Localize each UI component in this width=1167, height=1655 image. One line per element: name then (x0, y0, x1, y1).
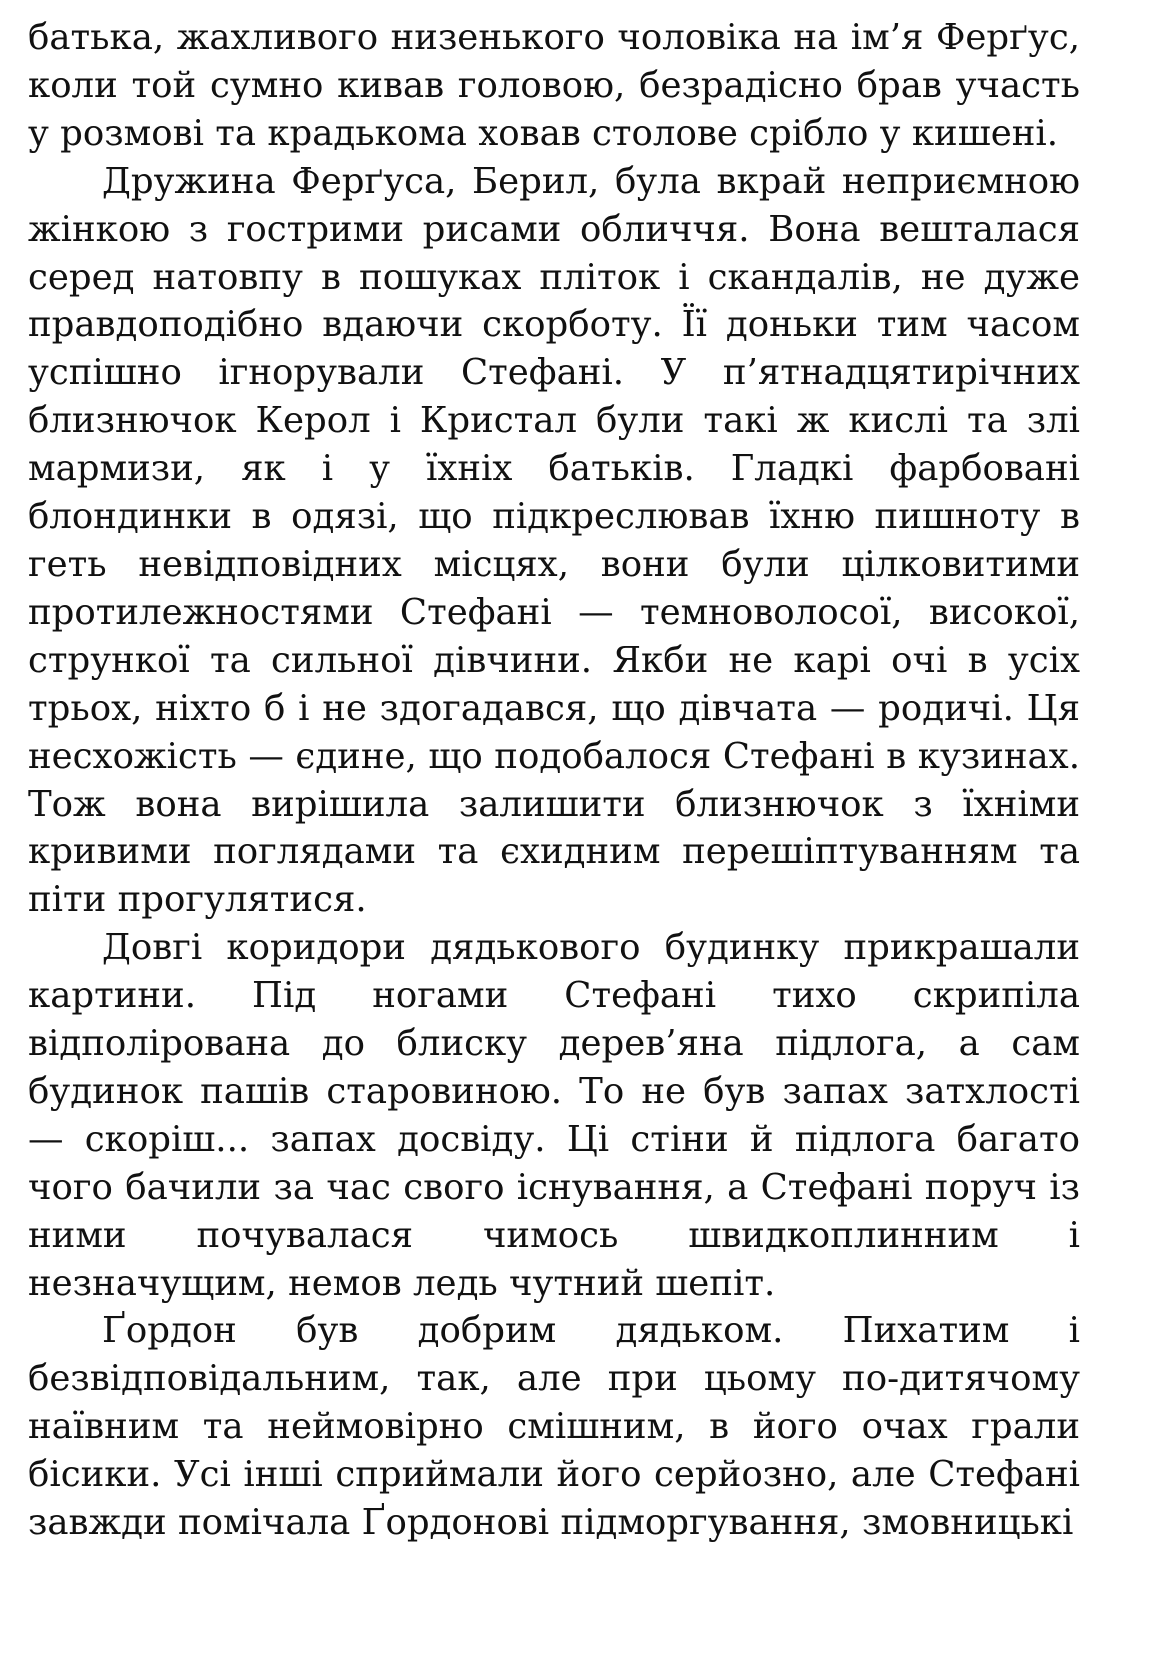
line: близнючок Керол і Кристал були такі ж кислі та злі (28, 400, 1080, 442)
line: і безвідповідальним, так, але при цьому по-дитячому (28, 1310, 1080, 1400)
line: немов ледь чутний шепіт. (288, 1262, 776, 1304)
line: у розмові та крадькома ховав столове срібло у кишені. (28, 112, 1059, 154)
line: правдоподібно вдаючи скорботу. Її доньки тим часом (28, 304, 1080, 346)
line: успішно ігнорували Стефані. У п’ятнадцятирічних (28, 352, 1080, 394)
line: жінкою з гострими рисами обличчя. Вона вешталася (28, 208, 1080, 250)
page-text (28, 14, 1080, 1547)
paragraph-2 (28, 158, 1080, 925)
line: та піти прогулятися. (28, 831, 1080, 921)
line: серед натовпу в пошуках пліток і скандалів, не дуже (28, 256, 1080, 298)
line: коли той сумно кивав головою, безрадісно брав участь (28, 64, 1080, 106)
line: несхожість — єдине, що подобалося Стефані в кузинах. (28, 735, 1080, 777)
line: Дружина Ферґуса, Берил, була вкрай неприємною (102, 160, 1080, 202)
line: мармизи, як і у їхніх батьків. Гладкі фарбовані (28, 448, 1080, 490)
line: ніхто б і не здогадався, що дівчата — родичі. Ця (155, 687, 1080, 729)
line: Тож вона вирішила залишити близнючок з їхніми (28, 783, 1080, 825)
paragraph-1 (28, 14, 1080, 158)
line: будинок пашів старовиною. То не був запах затхлості — (28, 1070, 1080, 1160)
line: невідповідних місцях, вони були цілковитими (138, 543, 1080, 585)
line: Ґордон був добрим дядьком. Пихатим (102, 1310, 1010, 1352)
line: кривими поглядами та єхидним перешіптуванням (28, 831, 1018, 873)
line: картини. Під ногами Стефані тихо скрипіла (28, 975, 1080, 1017)
paragraph-3 (28, 924, 1080, 1307)
line: блондинки в одязі, що підкреслював їхню пишноту в геть (28, 496, 1080, 585)
line: протилежностями Стефані — темноволосої, високої, (28, 591, 1080, 633)
line: відполірована до блиску дерев’яна підлога, а сам (28, 1023, 1080, 1065)
line: наївним та неймовірно смішним, в його очах грали (28, 1406, 1080, 1448)
line: завжди помічала Ґордонові підморгування, змовницькі (28, 1502, 1074, 1544)
paragraph-4 (28, 1307, 1080, 1547)
line: бачили за час свого існування, а Стефані поруч із ними (28, 1166, 1080, 1256)
line: почувалася чимось швидкоплинним і незначущим, (28, 1214, 1080, 1304)
line: стрункої та сильної дівчини. Якби не карі очі в усіх трьох, (28, 639, 1080, 729)
line: скоріш... запах досвіду. Ці стіни й підлога багато чого (28, 1118, 1080, 1208)
line: бісики. Усі інші сприймали його серйозно, але Стефані (28, 1454, 1080, 1496)
line: Довгі коридори дядькового будинку прикрашали (102, 927, 1080, 969)
line: батька, жахливого низенького чоловіка на ім’я Ферґус, (28, 17, 1080, 58)
